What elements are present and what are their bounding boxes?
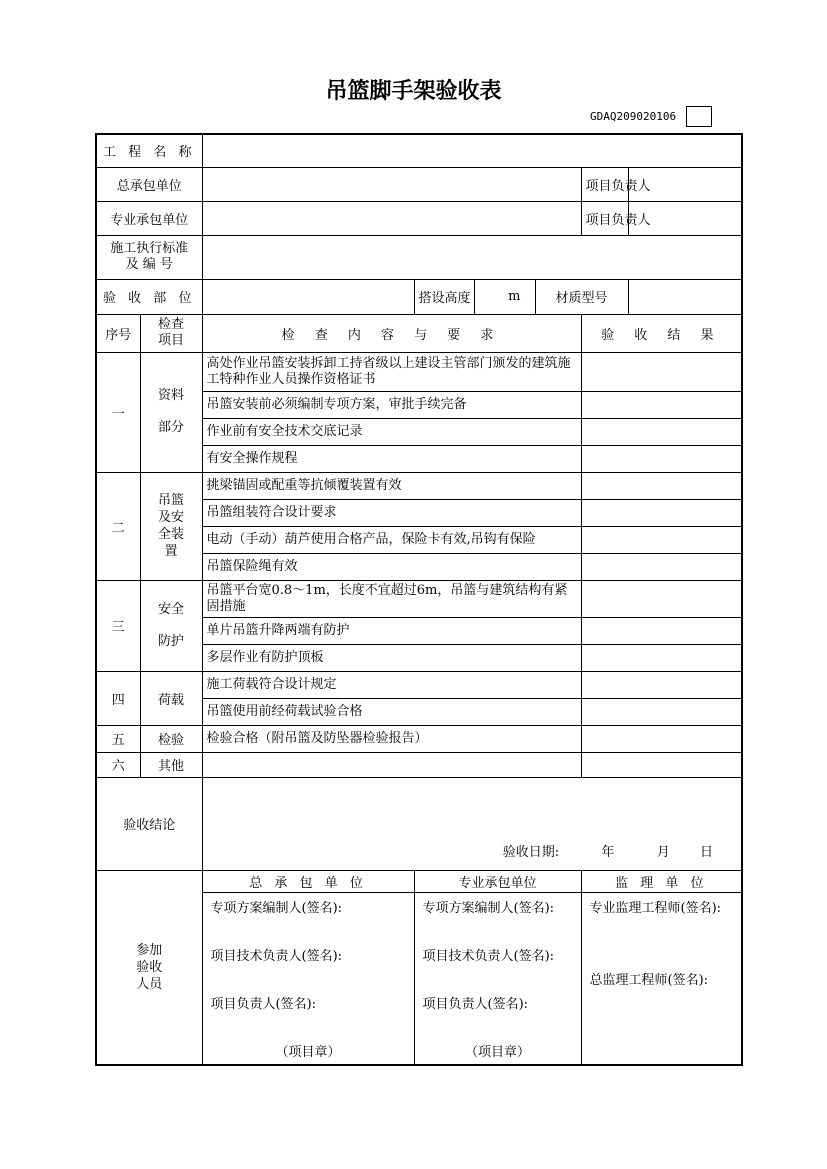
material-label: 材质型号 [535, 279, 628, 314]
general-contractor-label: 总承包单位 [96, 167, 202, 201]
group-3-name-line-2: 防护 [157, 633, 184, 649]
result-cell[interactable] [581, 352, 742, 391]
height-unit: m [508, 289, 521, 304]
conclusion-day: 日 [700, 844, 714, 860]
sup-title: 监 理 单 位 [581, 870, 742, 892]
sup-chief-engineer: 总监理工程师(签名): [589, 972, 709, 988]
group-1-name [140, 352, 202, 472]
group-1-name-line-2: 部分 [157, 420, 184, 435]
sub-tech-lead: 项目技术负责人(签名): [422, 948, 555, 964]
check-item-header: 检查 项目 [140, 314, 202, 352]
gc-title: 总 承 包 单 位 [202, 870, 414, 892]
group-2-no: 二 [96, 472, 140, 580]
project-name-label: 工 程 名 称 [96, 134, 202, 167]
group-4-no: 四 [96, 671, 140, 725]
result-cell[interactable] [581, 418, 742, 445]
group-5-name: 检验 [140, 725, 202, 752]
result-cell[interactable] [581, 391, 742, 418]
standard-field[interactable] [202, 235, 742, 279]
material-field[interactable] [628, 279, 742, 314]
subcontractor-label: 专业承包单位 [96, 201, 202, 235]
check-item-text: 吊篮平台宽0.8～1m，长度不宜超过6m，吊篮与建筑结构有紧固措施 [202, 580, 581, 617]
gc-manager-sign: 项目负责人(签名): [210, 996, 317, 1012]
group-2-name [140, 472, 202, 580]
group-2-name-line-3: 全装 [157, 527, 184, 542]
check-item-text: 检验合格（附吊篮及防坠器检验报告） [202, 725, 581, 752]
acceptance-part-field[interactable] [202, 279, 414, 314]
conclusion-year: 年 [601, 844, 615, 860]
check-item-text: 吊篮使用前经荷载试验合格 [202, 698, 581, 725]
group-5-no: 五 [96, 725, 140, 752]
result-cell[interactable] [581, 671, 742, 698]
sub-manager-label: 项目负责人 [581, 201, 628, 235]
seq-header: 序号 [96, 314, 140, 352]
check-item-text: 高处作业吊篮安装拆卸工持省级以上建设主管部门颁发的建筑施工特种作业人员操作资格证书 [202, 352, 581, 391]
group-3-name [140, 580, 202, 671]
check-item-text: 吊篮安装前必须编制专项方案，审批手续完备 [202, 391, 581, 418]
sub-plan-author: 专项方案编制人(签名): [422, 900, 555, 916]
group-2-name-line-4: 置 [164, 544, 178, 559]
conclusion-month: 月 [656, 844, 670, 860]
check-item-text [202, 752, 581, 777]
result-cell[interactable] [581, 472, 742, 499]
gc-signature-cell[interactable] [202, 892, 414, 1065]
conclusion-field[interactable] [202, 777, 742, 870]
form-code-box[interactable] [686, 106, 712, 127]
check-item-text: 挑梁锚固或配重等抗倾覆装置有效 [202, 472, 581, 499]
result-cell[interactable] [581, 580, 742, 617]
group-1-name-line-1: 资料 [157, 388, 184, 403]
height-field[interactable] [474, 279, 535, 314]
sub-title: 专业承包单位 [414, 870, 581, 892]
result-cell[interactable] [581, 698, 742, 725]
group-4-name: 荷载 [140, 671, 202, 725]
check-item-text: 多层作业有防护顶板 [202, 644, 581, 671]
content-header: 检 查 内 容 与 要 求 [202, 314, 581, 352]
check-item-text: 吊篮组装符合设计要求 [202, 499, 581, 526]
group-2-name-line-2: 及安 [157, 510, 184, 525]
result-cell[interactable] [581, 553, 742, 580]
participants-label-line-2: 验收 [136, 959, 163, 975]
group-3-name-line-1: 安全 [157, 601, 184, 617]
group-3-no: 三 [96, 580, 140, 671]
height-label: 搭设高度 [414, 279, 474, 314]
group-6-name: 其他 [140, 752, 202, 777]
form-code: GDAQ209020106 [590, 110, 677, 123]
sup-signature-cell[interactable] [581, 892, 742, 1065]
conclusion-label: 验收结论 [96, 777, 202, 870]
result-header: 验 收 结 果 [581, 314, 742, 352]
standard-label [96, 235, 202, 279]
result-cell[interactable] [581, 526, 742, 553]
sub-manager-sign: 项目负责人(签名): [422, 996, 529, 1012]
gc-seal: （项目章） [275, 1044, 341, 1060]
check-item-text: 电动（手动）葫芦使用合格产品，保险卡有效,吊钩有保险 [202, 526, 581, 553]
conclusion-date-label: 验收日期: [502, 844, 560, 860]
form-title: 吊篮脚手架验收表 [325, 79, 502, 104]
check-item-text: 有安全操作规程 [202, 445, 581, 472]
acceptance-part-label: 验 收 部 位 [96, 279, 202, 314]
gc-tech-lead: 项目技术负责人(签名): [210, 948, 343, 964]
standard-label-line-2: 及 编 号 [125, 257, 173, 272]
check-item-text: 作业前有安全技术交底记录 [202, 418, 581, 445]
general-contractor-field[interactable] [202, 167, 581, 201]
check-item-text: 施工荷载符合设计规定 [202, 671, 581, 698]
result-cell[interactable] [581, 644, 742, 671]
result-cell[interactable] [581, 445, 742, 472]
check-item-text: 单片吊篮升降两端有防护 [202, 617, 581, 644]
check-item-text: 吊篮保险绳有效 [202, 553, 581, 580]
standard-label-line-1: 施工执行标准 [110, 241, 189, 256]
participants-label-line-1: 参加 [136, 942, 163, 958]
group-6-no: 六 [96, 752, 140, 777]
result-cell[interactable] [581, 725, 742, 752]
sub-seal: （项目章） [464, 1044, 530, 1060]
gc-plan-author: 专项方案编制人(签名): [210, 900, 343, 916]
result-cell[interactable] [581, 617, 742, 644]
group-1-no: 一 [96, 352, 140, 472]
sub-signature-cell[interactable] [414, 892, 581, 1065]
participants-label [96, 870, 202, 1065]
participants-label-line-3: 人员 [136, 976, 163, 992]
result-cell[interactable] [581, 752, 742, 777]
group-2-name-line-1: 吊篮 [157, 493, 184, 508]
subcontractor-field[interactable] [202, 201, 581, 235]
project-name-field[interactable] [202, 134, 742, 167]
acceptance-form [95, 133, 743, 1066]
sup-engineer: 专业监理工程师(签名): [589, 900, 722, 916]
result-cell[interactable] [581, 499, 742, 526]
gc-manager-label: 项目负责人 [581, 167, 628, 201]
